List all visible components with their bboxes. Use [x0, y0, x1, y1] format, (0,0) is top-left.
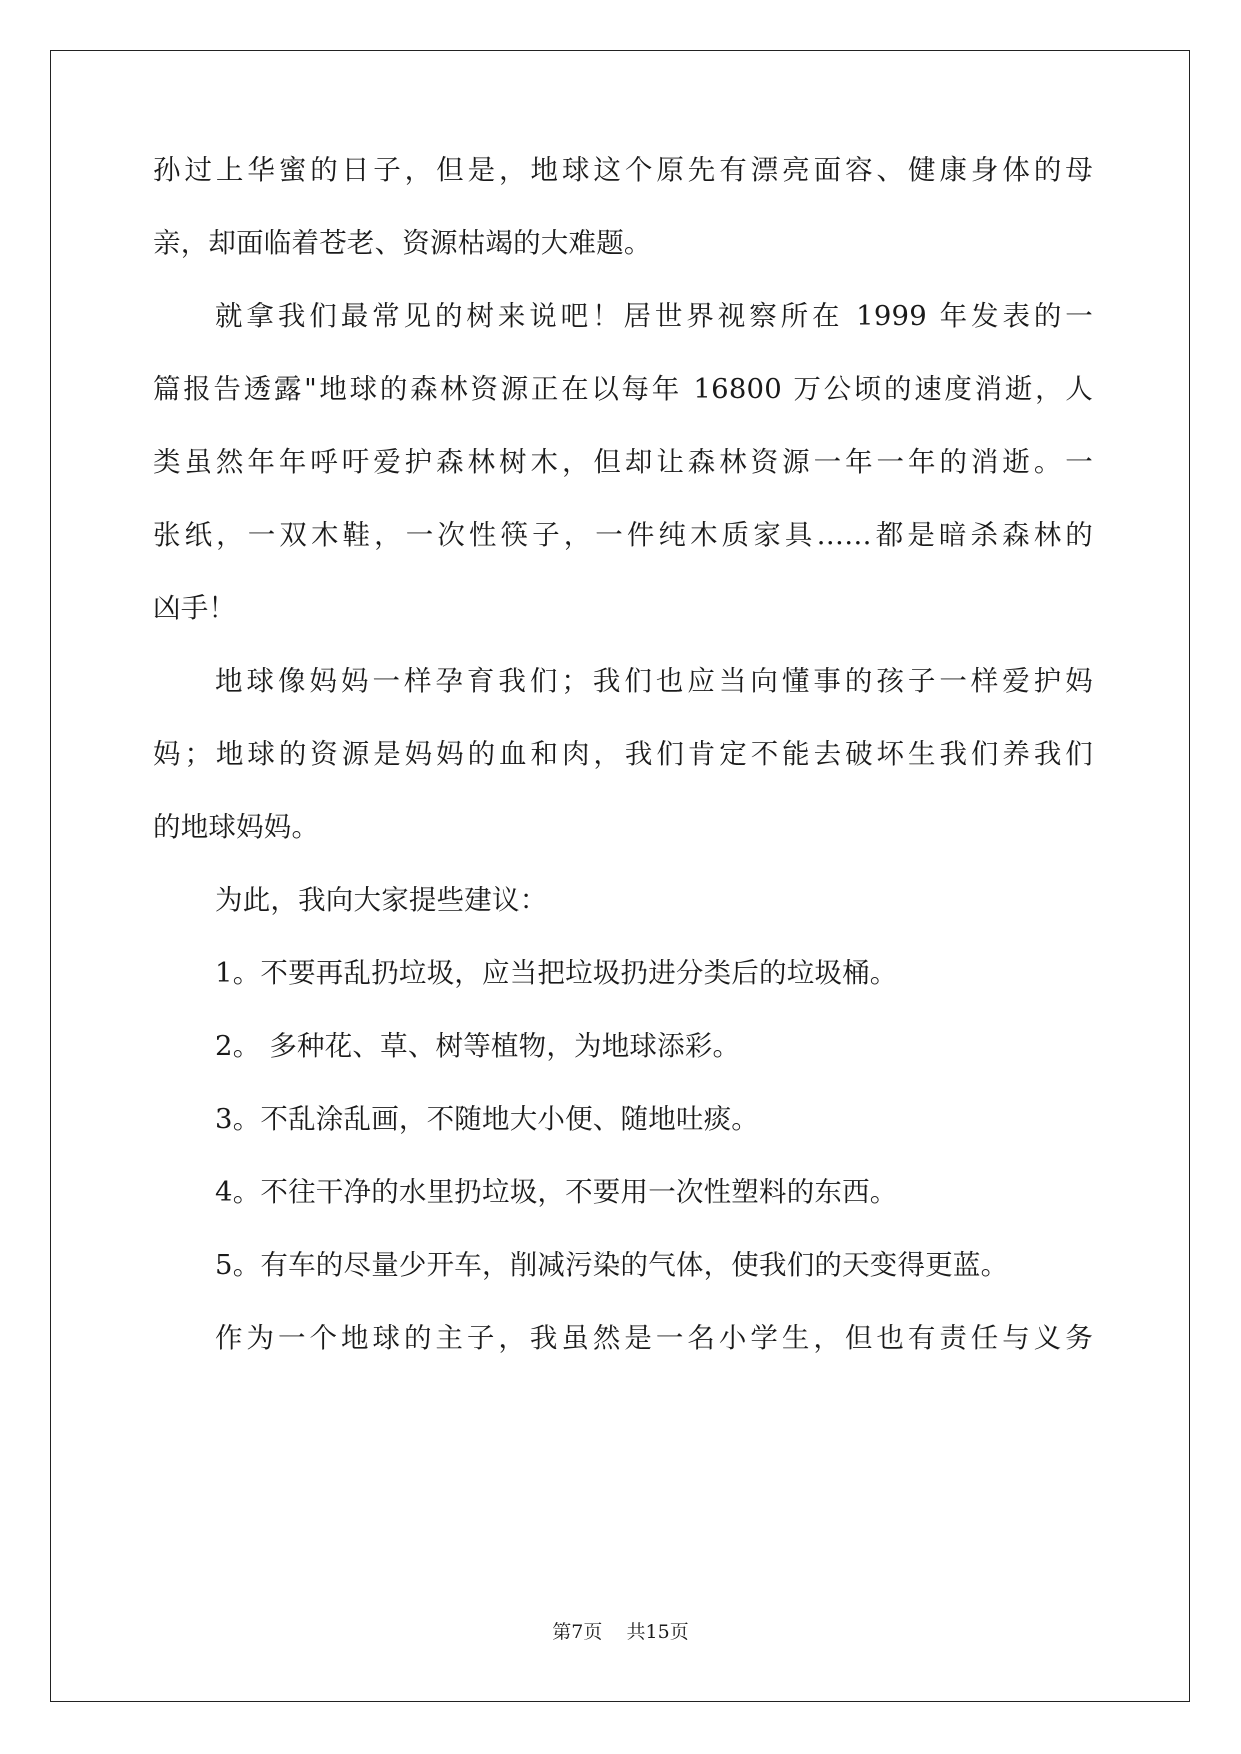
- page-total: 共15页: [626, 1621, 689, 1643]
- text-line-2: 亲，却面临着苍老、资源枯竭的大难题。: [153, 227, 652, 259]
- text-line-3: 就拿我们最常见的树来说吧！居世界视察所在 1999 年发表的一: [215, 300, 1093, 332]
- list-item-1: 1。不要再乱扔垃圾，应当把垃圾扔进分类后的垃圾桶。: [215, 957, 898, 989]
- text-line-5: 类虽然年年呼吁爱护森林树木，但却让森林资源一年一年的消逝。一: [153, 446, 1093, 478]
- text-line-11: 为此，我向大家提些建议：: [215, 884, 548, 916]
- text-line-1: 孙过上华蜜的日子，但是，地球这个原先有漂亮面容、健康身体的母: [153, 154, 1093, 186]
- text-line-4: 篇报告透露"地球的森林资源正在以每年 16800 万公顷的速度消逝，人: [153, 373, 1093, 405]
- list-item-3: 3。不乱涂乱画，不随地大小便、随地吐痰。: [215, 1103, 759, 1135]
- text-line-7: 凶手！: [153, 592, 237, 624]
- page-number: 第7页: [552, 1621, 603, 1643]
- page-footer: [0, 1620, 1241, 1644]
- text-line-6: 张纸，一双木鞋，一次性筷子，一件纯木质家具……都是暗杀森林的: [153, 519, 1093, 551]
- text-line-9: 妈；地球的资源是妈妈的血和肉，我们肯定不能去破坏生我们养我们: [153, 738, 1093, 770]
- list-item-4: 4。不往干净的水里扔垃圾，不要用一次性塑料的东西。: [215, 1176, 898, 1208]
- list-item-5: 5。有车的尽量少开车，削减污染的气体，使我们的天变得更蓝。: [215, 1249, 1009, 1281]
- list-item-2: 2。 多种花、草、树等植物，为地球添彩。: [215, 1030, 741, 1062]
- text-line-8: 地球像妈妈一样孕育我们；我们也应当向懂事的孩子一样爱护妈: [215, 665, 1093, 697]
- text-line-10: 的地球妈妈。: [153, 811, 320, 843]
- text-line-17: 作为一个地球的主子，我虽然是一名小学生，但也有责任与义务: [215, 1322, 1093, 1354]
